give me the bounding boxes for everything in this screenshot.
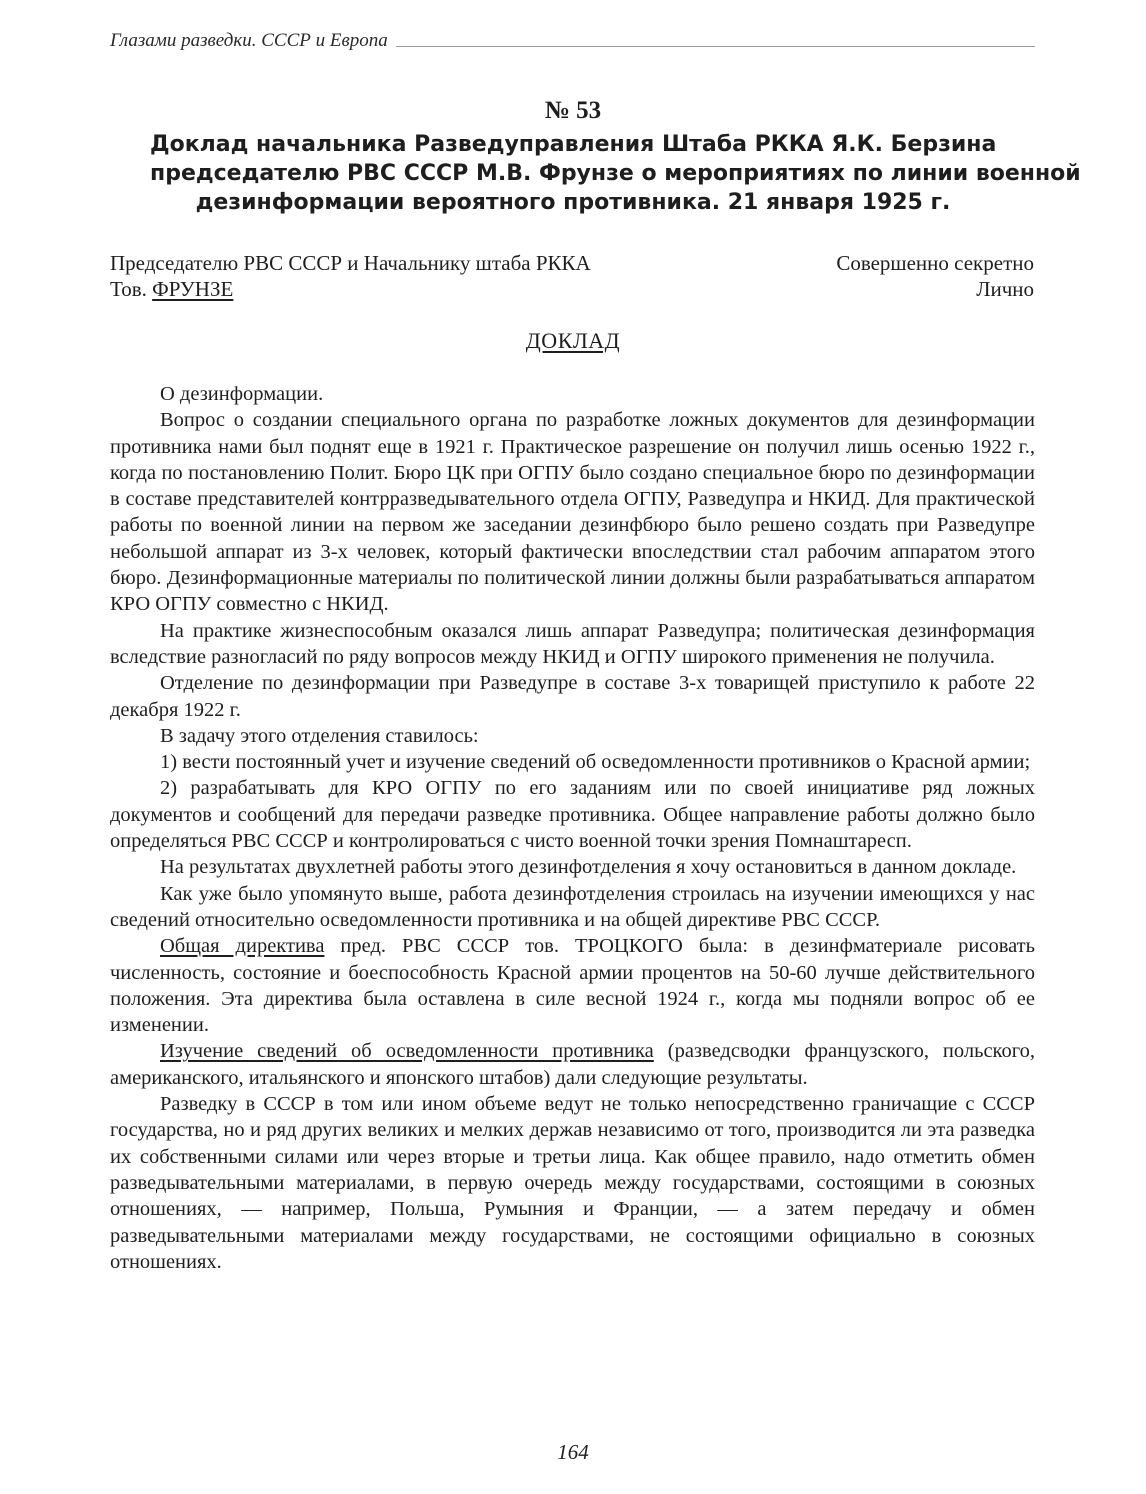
paragraph-text: пред. РВС СССР тов. ТРОЦКОГО была: в дезинфматериале рисовать численность, состояние и боеспособность Красной армии процентов на 50-60 лучше действительного положения. Эта директива была оставлена в силе весной 1924 г., когда мы подняли вопрос об ее изменении.	[110, 935, 1035, 1037]
recipient-name-line	[110, 276, 591, 302]
document-title: ДОКЛАД	[525, 328, 621, 353]
recipient-line: Председателю РВС СССР и Начальнику штаба РККА	[110, 251, 591, 275]
running-head-rule	[396, 46, 1035, 47]
heading-line: дезинформации вероятного противника. 21 января 1925 г.	[195, 190, 951, 215]
paragraph: На результатах двухлетней работы этого дезинфотделения я хочу остановиться в данном докладе.	[160, 856, 1017, 879]
page-number: 164	[557, 1440, 589, 1464]
document-heading	[150, 130, 1081, 217]
underlined-phrase: Общая директива	[160, 935, 325, 958]
paragraph: Вопрос о создании специального органа по разработке ложных документов для дезинформации противника нами был поднят еще в 1921 г. Практическое разрешение он получил лишь осенью 1922 г., когда по постановлению Полит. Бюро ЦК при ОГПУ было создано специальное бюро по дезинформации в составе представителей контрразведывательного отдела ОГПУ, Разведупра и НКИД. Для практической работы по военной линии на первом же заседании дезинфбюро было решено создать при Разведупре небольшой аппарат из 3-х человек, который фактически впоследствии стал рабочим аппаратом этого бюро. Дезинформационные материалы по политической линии должны были разрабатываться аппаратом КРО ОГПУ совместно с НКИД.	[110, 409, 1035, 616]
body-text	[110, 381, 1035, 1275]
paragraph: Отделение по дезинформации при Разведупре в составе 3-х товарищей приступило к работе 22 декабря 1922 г.	[110, 672, 1035, 721]
paragraph: Разведку в СССР в том или ином объеме ведут не только непосредственно граничащие с СССР государства, но и ряд других великих и мелких держав независимо от того, производится ли эта разведка их собственными силами или через вторые и третьи лица. Как общее правило, надо отметить обмен разведывательными материалами, в первую очередь между государствами, состоящими в союзных отношениях, — например, Польша, Румыния и Франции, — а затем передачу и обмен разведывательными материалами между государствами, не состоящими официально в союзных отношениях.	[110, 1093, 1035, 1273]
paragraph-text: (разведсводки французского, польского, американского, итальянского и японского штабов) дали следующие результаты.	[110, 1040, 1036, 1089]
running-head	[110, 30, 1035, 52]
document-number: № 53	[544, 97, 602, 124]
paragraph: На практике жизнеспособным оказался лишь аппарат Разведупра; политическая дезинформация вследствие разногласий по ряду вопросов между НКИД и ОГПУ широкого применения не получила.	[110, 619, 1035, 668]
paragraph: В задачу этого отделения ставилось:	[160, 724, 479, 747]
paragraph: О дезинформации.	[160, 383, 324, 405]
heading-line: председателю РВС СССР М.В. Фрунзе о мероприятиях по линии военной	[150, 161, 1081, 186]
paragraph	[110, 1038, 1035, 1091]
recipient-prefix: Тов.	[110, 277, 153, 301]
recipient-name: ФРУНЗЕ	[152, 277, 234, 301]
personal-label: Лично	[976, 277, 1034, 301]
paragraph: 1) вести постоянный учет и изучение сведений об осведомленности противников о Красной армии;	[160, 751, 1031, 774]
heading-line: Доклад начальника Разведуправления Штаба РККА Я.К. Берзина	[150, 132, 997, 157]
recipient-block	[110, 250, 591, 302]
underlined-phrase: Изучение сведений об осведомленности противника	[160, 1040, 654, 1063]
paragraph	[110, 933, 1035, 1038]
running-head-title: Глазами разведки. СССР и Европа	[110, 30, 388, 51]
classification-block	[836, 250, 1034, 302]
paragraph: Как уже было упомянуто выше, работа дезинфотделения строилась на изучении имеющихся у нас сведений относительно осведомленности противника и на общей директиве РВС СССР.	[110, 882, 1035, 931]
paragraph: 2) разрабатывать для КРО ОГПУ по его заданиям или по своей инициативе ряд ложных документов и сообщений для передачи разведке противника. Общее направление работы должно было определяться РВС СССР и контролироваться с чисто военной точки зрения Помнаштаресп.	[110, 777, 1035, 853]
classification-label: Совершенно секретно	[836, 251, 1034, 275]
